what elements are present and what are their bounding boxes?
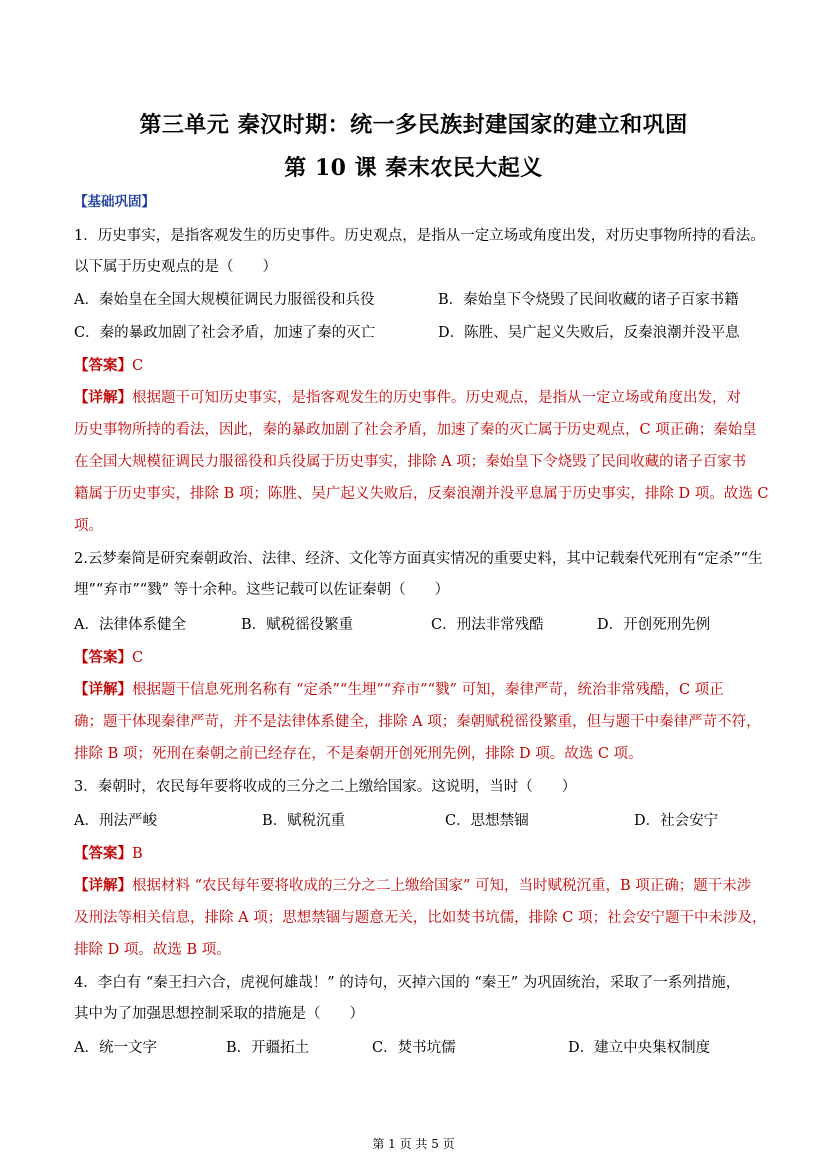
question-3-detail-line-3: 排除 D 项。故选 B 项。: [74, 942, 231, 958]
lesson-title: 第 10 课 秦末农民大起义: [284, 155, 543, 181]
question-3-option-d: D．社会安宁: [634, 813, 719, 829]
answer-label: 【答案】: [74, 845, 132, 862]
question-1-detail-line-1: [74, 387, 764, 409]
detail-label: 【详解】: [74, 389, 132, 406]
question-2-detail-line-1: [74, 679, 764, 701]
question-3-stem: 3．秦朝时，农民每年要将收成的三分之二上缴给国家。这说明，当时（ ）: [74, 779, 577, 795]
question-4-option-d: D．建立中央集权制度: [568, 1040, 711, 1056]
question-1-detail-line-5: 项。: [74, 518, 103, 534]
question-1-answer: [74, 355, 764, 377]
question-3-option-c: C．思想禁锢: [445, 813, 529, 829]
question-3-option-a: A．刑法严峻: [74, 813, 157, 829]
question-1-option-c: C．秦的暴政加剧了社会矛盾，加速了秦的灭亡: [74, 325, 376, 341]
question-4-option-b: B．开疆拓土: [226, 1040, 310, 1056]
question-1-option-d: D．陈胜、吴广起义失败后，反秦浪潮并没平息: [438, 325, 740, 341]
section-label: 【基础巩固】: [74, 194, 155, 210]
question-2-answer: [74, 647, 764, 669]
answer-value: C: [132, 358, 144, 374]
question-4-option-c: C．焚书坑儒: [372, 1040, 456, 1056]
question-2-option-a: A．法律体系健全: [74, 617, 186, 633]
question-3-answer: [74, 843, 764, 865]
question-2-option-c: C．刑法非常残酷: [431, 617, 544, 633]
question-1-option-b: B．秦始皇下令烧毁了民间收藏的诸子百家书籍: [438, 292, 739, 308]
question-2-detail-line-2: 确；题干体现秦律严苛，并不是法律体系健全，排除 A 项；秦朝赋税徭役繁重，但与题干中秦律严苛不符，: [74, 714, 761, 730]
question-2-detail-line-3: 排除 B 项；死刑在秦朝之前已经存在，不是秦朝开创死刑先例，排除 D 项。故选 C 项。: [74, 746, 643, 762]
answer-label: 【答案】: [74, 649, 132, 666]
page-footer: 第 1 页 共 5 页: [372, 1137, 455, 1151]
answer-label: 【答案】: [74, 357, 132, 374]
detail-text: 根据题干信息死刑名称有 “定杀”“生埋”“弃市”“戮” 可知，秦律严苛，统治非常残酷，C 项正: [132, 682, 724, 698]
question-4-stem-line-2: 其中为了加强思想控制采取的措施是（ ）: [74, 1006, 364, 1022]
question-1-detail-line-2: 历史事物所持的看法，因此，秦的暴政加剧了社会矛盾，加速了秦的灭亡属于历史观点，C 项正确；秦始皇: [74, 422, 757, 438]
question-1-stem-line-1: 1．历史事实，是指客观发生的历史事件。历史观点，是指从一定立场或角度出发，对历史事物所持的看法。: [74, 228, 765, 244]
detail-label: 【详解】: [74, 877, 132, 894]
detail-text: 根据题干可知历史事实，是指客观发生的历史事件。历史观点，是指从一定立场或角度出发，对: [132, 390, 741, 406]
question-1-stem-line-2: 以下属于历史观点的是（ ）: [74, 259, 277, 275]
question-4-option-a: A．统一文字: [74, 1040, 157, 1056]
question-4-stem-line-1: 4．李白有 “秦王扫六合，虎视何雄哉！” 的诗句，灭掉六国的 “秦王” 为巩固统治，采取了一系列措施，: [74, 975, 741, 991]
unit-title: 第三单元 秦汉时期：统一多民族封建国家的建立和巩固: [139, 112, 688, 138]
detail-text: 根据材料 “农民每年要将收成的三分之二上缴给国家” 可知，当时赋税沉重，B 项正确；题干未涉: [132, 878, 752, 894]
question-2-stem-line-1: 2.云梦秦简是研究秦朝政治、法律、经济、文化等方面真实情况的重要史料，其中记载秦代死刑有“定杀”“生: [74, 551, 763, 567]
question-1-option-a: A．秦始皇在全国大规模征调民力服徭役和兵役: [74, 292, 375, 308]
question-1-detail-line-3: 在全国大规模征调民力服徭役和兵役属于历史事实，排除 A 项；秦始皇下令烧毁了民间收藏的诸子百家书: [74, 454, 747, 470]
question-3-detail-line-2: 及刑法等相关信息，排除 A 项；思想禁锢与题意无关，比如焚书坑儒，排除 C 项；社会安宁题干中未涉及，: [74, 910, 767, 926]
answer-value: B: [132, 846, 143, 862]
question-2-stem-line-2: 埋”“弃市”“戮” 等十余种。这些记载可以佐证秦朝（ ）: [74, 582, 450, 598]
question-3-option-b: B．赋税沉重: [262, 813, 346, 829]
question-2-option-b: B．赋税徭役繁重: [241, 617, 354, 633]
question-3-detail-line-1: [74, 875, 764, 897]
question-1-detail-line-4: 籍属于历史事实，排除 B 项；陈胜、吴广起义失败后，反秦浪潮并没平息属于历史事实，排除 D 项。故选 C: [74, 486, 769, 502]
answer-value: C: [132, 650, 144, 666]
question-2-option-d: D．开创死刑先例: [597, 617, 711, 633]
detail-label: 【详解】: [74, 681, 132, 698]
